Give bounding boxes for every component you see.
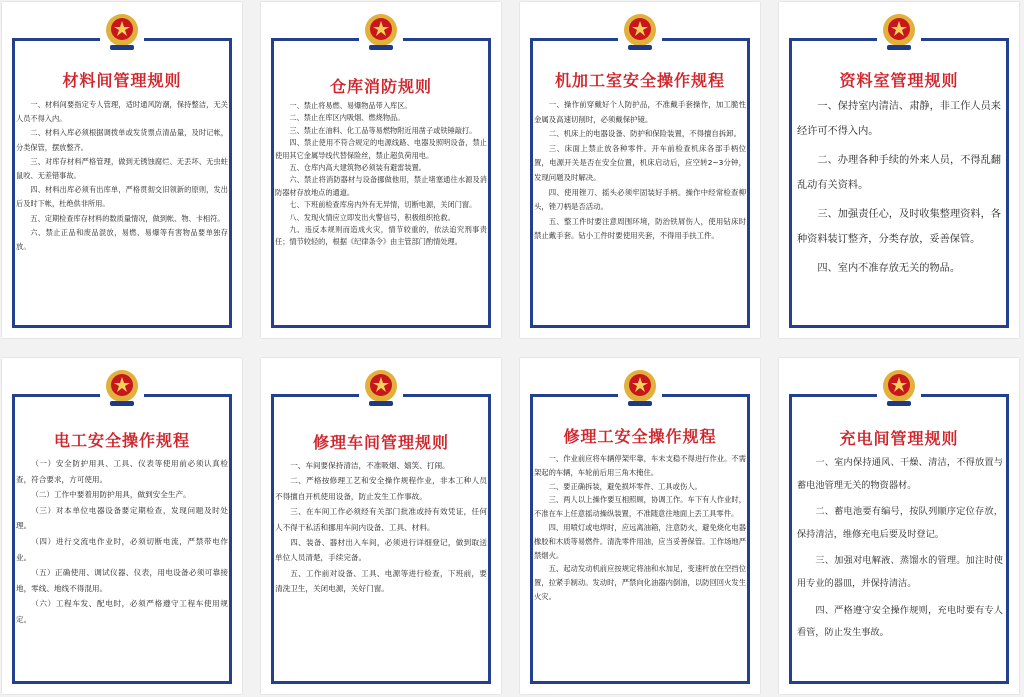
rule-paragraph: 五、整工件时要注意周围环境，防治铁屑伤人，使用钻床时禁止戴手套。钻小工件时要使用夹套，不得用手扶工件。: [534, 216, 746, 241]
rule-paragraph: 四、使用锉刀、摇头必须牢固装好手柄。操作中经常检查柳头，锉刀柄是否活动。: [534, 187, 746, 212]
rule-paragraph: 三、对库存材料严格管理，做到无锈蚀腐烂、无丢坏、无虫蛀鼠咬、无差错事故。: [16, 156, 228, 181]
rule-paragraph: （三）对本单位电器设备要定期检查，发现问题及时处理。: [16, 505, 228, 531]
rule-paragraph: 一、作业前应将车辆停架牢靠，车未支稳不得进行作业。不需架起的车辆，车轮前后用三角木掩住。: [534, 454, 746, 477]
sign-body: [534, 452, 746, 604]
rule-paragraph: 三、两人以上操作要互相照顾，协调工作。车下有人作业时，不准在车上任意摇动操纵装置，不准随意往地面上丢工具零件。: [534, 495, 746, 519]
sign-card-repair-workshop: [261, 358, 501, 694]
police-emblem-icon: [100, 10, 144, 54]
rule-paragraph: 五、工作前对设备、工具、电源等进行检查，下班前，要清洗卫生，关闭电源，关好门窗。: [275, 568, 487, 594]
sign-title: 修理工安全操作规程: [563, 427, 717, 446]
rule-paragraph: 四、用喷灯或电焊时，应远离油箱，注意防火，避免烧化电器橡胶和木质等易燃件。清洗零件用油，应当妥善保管。工作场地严禁烟火。: [534, 522, 746, 560]
police-emblem-icon: [100, 366, 144, 410]
sign-body: [16, 456, 228, 628]
rule-paragraph: 四、禁止使用不符合规定的电源线路、电器及照明设备，禁止使用其它金属导线代替保险丝，禁止超负荷用电。: [275, 138, 487, 160]
rule-paragraph: 三、在车间工作必须经有关部门批准或持有效凭证，任何人不得干私活和挪用车间内设备、工具、材料。: [275, 507, 487, 532]
sign-body: [534, 98, 746, 244]
rule-paragraph: 三、禁止在油料、化工品等易燃物附近用凿子或铁锤敲打。: [289, 125, 477, 135]
rule-paragraph: 三、加强责任心，及时收集整理资料，各种资料装订整齐，分类存放，妥善保管。: [797, 209, 1001, 245]
sign-title: 资料室管理规则: [839, 71, 959, 90]
sign-title: 电工安全操作规程: [53, 431, 190, 450]
sign-title: 机加工室安全操作规程: [554, 71, 725, 90]
sign-body: [797, 94, 1001, 285]
rule-paragraph: 四、严格遵守安全操作规则，充电时要有专人看管，防止发生事故。: [797, 604, 1003, 639]
rule-paragraph: 一、禁止将易燃、易爆物品带入库区。: [289, 101, 412, 110]
rule-paragraph: 六、禁止将消防器材与设备挪做他用，禁止堵塞通往水源及消防器材存放地点的通道。: [275, 175, 487, 197]
rule-paragraph: 八、发现火情应立即发出火警信号，积极组织抢救。: [289, 212, 455, 222]
rule-paragraph: 一、操作前穿戴好个人防护品，不准戴手套操作，加工脆性金属及高速切削时，必须戴保护镜。: [534, 100, 746, 124]
rule-paragraph: 五、定期检查库存材料的数质量情况，做到帐、物、卡相符。: [30, 213, 225, 223]
rule-paragraph: 一、保持室内清洁、肃静，非工作人员来经许可不得入内。: [797, 101, 1001, 137]
police-emblem-icon: [359, 10, 403, 54]
police-emblem-icon: [618, 10, 662, 54]
rule-paragraph: 二、蓄电池要有编号，按队列顺序定位存放，保持清洁，维修充电后要及时登记。: [797, 506, 1003, 540]
sign-card-warehouse-fire: [261, 2, 501, 338]
rule-paragraph: 二、办理各种手续的外来人员，不得乱翻乱动有关资料。: [797, 155, 1001, 191]
sign-card-machining-room: [520, 2, 760, 338]
rule-paragraph: 五、起动发动机前应按规定将油和水加足，变速杆放在空挡位置，拉紧手制动。发动时，严禁向化油器内倒油，以防回回火发生火灾。: [534, 564, 746, 601]
rule-paragraph: 三、加强对电解液、蒸馏水的管理。加注时使用专业的器皿，并保持清洁。: [797, 555, 1003, 589]
rule-paragraph: 四、室内不准存放无关的物品。: [817, 263, 961, 274]
sign-body: [275, 458, 487, 597]
rule-paragraph: 二、禁止在库区内吸烟、燃烧物品。: [289, 113, 405, 123]
rule-paragraph: 一、室内保持通风、干燥、清洁，不得放置与蓄电池管理无关的物资器材。: [797, 457, 1003, 491]
police-emblem-icon: [877, 366, 921, 410]
police-emblem-icon: [359, 366, 403, 410]
rule-paragraph: 四、装备、器材出入车间，必须进行详细登记，做到取送单位人员清楚，手续完备。: [275, 538, 487, 563]
rule-paragraph: （二）工作中要着用防护用具，做到安全生产。: [31, 490, 191, 500]
sign-body: [797, 452, 1003, 649]
rule-paragraph: 二、材料入库必须根据调拨单或发货票点清品量，及时记帐，分类保管，摆放整齐。: [16, 128, 228, 152]
sign-title: 材料间管理规则: [62, 71, 182, 90]
sign-body: [16, 98, 228, 254]
sign-card-electrician: [2, 358, 242, 694]
sign-card-archive-room: [779, 2, 1019, 338]
rule-paragraph: （四）进行交流电作业时，必须切断电流，严禁带电作业。: [16, 536, 228, 562]
rule-paragraph: 一、材料间要指定专人管理，适时通风防潮，保持整洁，无关人员不得入内。: [16, 100, 228, 124]
sign-card-repairman: [520, 358, 760, 694]
rule-paragraph: （五）正确使用、调试仪器、仪表，用电设备必须可靠接地，零线、地线不得混用。: [16, 568, 228, 593]
rule-paragraph: 五、仓库内高大建筑物必须装有避雷装置。: [289, 163, 426, 173]
sign-card-charging-room: [779, 358, 1019, 694]
sign-title: 修理车间管理规则: [312, 433, 449, 452]
police-emblem-icon: [618, 366, 662, 410]
sign-body: [275, 100, 487, 249]
rule-paragraph: （一）安全防护用具、工具、仪表等使用前必须认真检查，符合要求，方可使用。: [16, 459, 228, 484]
rule-paragraph: 九、违反本规则而造成火灾，情节较重的，依法追究刑事责任；情节较轻的，根据《纪律条令》由主管部门酌情处理。: [275, 225, 487, 247]
rule-paragraph: 七、下班前检查库房内外有无异情，切断电源，关闭门窗。: [289, 200, 477, 210]
rule-paragraph: 二、机床上的电器设备、防护和保险装置，不得擅自拆卸。: [548, 129, 741, 139]
rule-paragraph: 二、严格按修理工艺和安全操作规程作业，非本工种人员不得擅自开机使用设备，防止发生工作事故。: [275, 476, 487, 501]
rule-paragraph: 三、床面上禁止放各种零件。开车前检查机床各部手柄位置，电源开关是否在安全位置，机床启动后，应空转2~3分钟，发现问题及时解决。: [534, 143, 746, 182]
rule-paragraph: 六、禁止正品和废品混放，易燃、易爆等有害物品要单独存放。: [16, 227, 228, 252]
rule-paragraph: 二、要正确拆装，避免损坏零件、工具或伤人。: [548, 481, 702, 491]
sign-title: 仓库消防规则: [329, 77, 432, 96]
police-emblem-icon: [877, 10, 921, 54]
sign-card-material-room: [2, 2, 242, 338]
rule-paragraph: 一、车间要保持清洁，不准吸烟、嬉笑、打闹。: [290, 461, 450, 470]
sign-title: 充电间管理规则: [839, 429, 959, 448]
rule-paragraph: 四、材料出库必须有出库单，严格贯彻交旧领新的原则，发出后及时下帐，杜绝供非所用。: [16, 185, 228, 209]
rule-paragraph: （六）工程车发、配电时，必须严格遵守工程车使用规定。: [16, 599, 228, 624]
